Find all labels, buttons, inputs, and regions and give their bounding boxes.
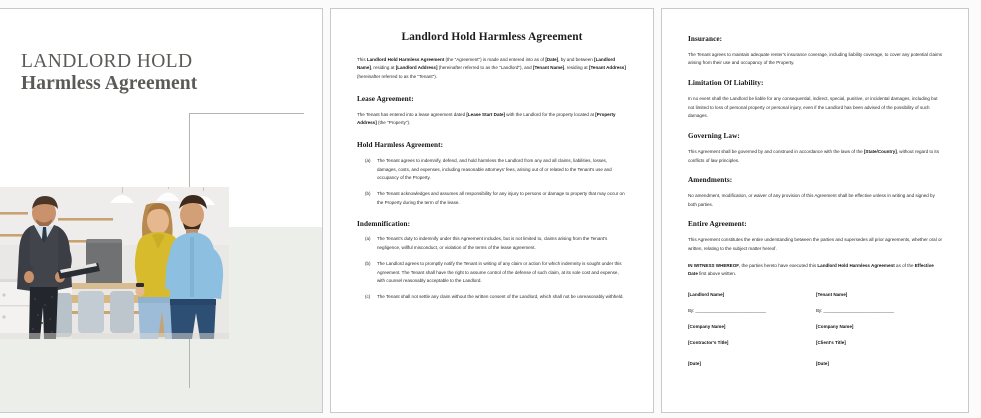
cover-title-line-1: LANDLORD HOLD (21, 51, 193, 72)
list-marker: (a) (365, 157, 371, 163)
document-page-1-cover[interactable] (0, 8, 323, 413)
list-marker: (b) (365, 260, 371, 266)
landlord-signature-line[interactable]: By: _____________________________ (688, 308, 766, 314)
indemnification-list (357, 235, 627, 302)
entire-agreement-body: This Agreement constitutes the entire understanding between the parties and supersedes all prior agreements, whether oral or written, relating to the subject matter hereof. (688, 237, 943, 251)
heading-insurance: Insurance: (688, 35, 723, 43)
signature-column-tenant (816, 290, 944, 374)
list-item-text: The Tenant's duty to indemnify under this Agreement includes, but is not limited to, claims arising from the Tenant's negligence, willful misconduct, or violation of the terms of the lease agreement. (377, 236, 608, 251)
list-marker: (b) (365, 191, 371, 197)
heading-amendments: Amendments: (688, 176, 733, 185)
signature-column-landlord (688, 290, 816, 374)
list-item-text: The Tenant agrees to indemnify, defend, and hold harmless the Landlord from any and all claims, liabilities, losses, damages, costs, and expenses, including reasonable attorneys' fees, arising out of or related to the Tenant's use and occupancy of the Property. (377, 157, 612, 181)
tenant-name-field: [Tenant Name] (816, 292, 848, 298)
list-item-text: The Landlord agrees to promptly notify the Tenant in writing of any claim or action for which indemnity is sought under this Agreement. The Tenant shall have the right to assume control of the defense of such claim, at its sole cost and expense, with counsel reasonably acceptable to the Landlord. (377, 260, 622, 284)
document-page-2[interactable] (330, 8, 654, 413)
cover-title-line-2: Harmless Agreement (21, 73, 198, 95)
limitation-of-liability-body: In no event shall the Landlord be liable for any consequential, indirect, special, punitive, or incidental damages, including but not limited to loss of personal property or personal injury, even if the Landlord has been advised of the possibility of such damages. (688, 95, 938, 119)
landlord-name-field: [Landlord Name] (688, 292, 725, 298)
governing-law-body: This Agreement shall be governed by and construed in accordance with the laws of the [State/Country], without regard to its conflicts of law principles. (688, 148, 939, 163)
document-page-3[interactable] (661, 8, 969, 413)
heading-entire-agreement: Entire Agreement: (688, 220, 747, 229)
amendments-body: No amendment, modification, or waiver of any provision of this Agreement shall be effective unless in writing and signed by both parties. (688, 192, 935, 207)
page-2-content (331, 9, 653, 412)
tenant-signature-line[interactable]: By: _____________________________ (816, 308, 894, 314)
heading-limitation-of-liability: Limitation Of Liability: (688, 79, 764, 88)
page-title: Landlord Hold Harmless Agreement (401, 31, 583, 43)
list-item (357, 157, 627, 183)
intro-text: This Landlord Hold Harmless Agreement (the "Agreement") is made and entered into as of [Date], by and between [Landlord Name], residing at [Landlord Address] (hereinafter referred to as the "Landlord"), and [Tenant Name], residing at [Tenant Address] (hereinafter referred to as the "Tenant"). (357, 56, 626, 80)
cover-photo-illustration (0, 187, 229, 339)
landlord-company-field: [Company Name] (688, 324, 726, 330)
heading-indemnification: Indemnification: (357, 219, 411, 228)
heading-governing-law: Governing Law: (688, 132, 740, 141)
insurance-body: The Tenant agrees to maintain adequate renter's insurance coverage, including liability coverage, to cover any potential claims arising from their use and occupancy of the Property. (688, 51, 943, 66)
heading-hold-harmless-agreement: Hold Harmless Agreement: (357, 141, 444, 150)
tenant-company-field: [Company Name] (816, 324, 854, 330)
cover-title (21, 51, 271, 94)
landlord-date-field: [Date] (688, 360, 701, 366)
list-item (357, 293, 627, 302)
landlord-title-field: [Contractor's Title] (688, 340, 729, 346)
tenant-date-field: [Date] (816, 360, 829, 366)
list-item-text: The Tenant shall not settle any claim without the written consent of the Landlord, which shall not be unreasonably withheld. (377, 294, 624, 300)
lease-agreement-body: The Tenant has entered into a lease agreement dated [Lease Start Date] with the Landlord for the property located at [Property Address] (the "Property"). (357, 111, 616, 126)
witness-clause: IN WITNESS WHEREOF, the parties hereto have executed this Landlord Hold Harmless Agreement as of the Effective Date first above written. (688, 262, 934, 277)
list-marker: (a) (365, 236, 371, 242)
list-item-text: The Tenant acknowledges and assumes all responsibility for any injury to persons or damage to property that may occur on the Property during the term of the lease. (377, 191, 625, 205)
list-item (357, 260, 627, 286)
cover-photo (0, 187, 229, 339)
heading-lease-agreement: Lease Agreement: (357, 94, 414, 103)
page-3-content (662, 9, 968, 412)
intro-paragraph (357, 56, 627, 82)
list-item (357, 190, 627, 208)
list-marker: (c) (365, 294, 371, 300)
list-item (357, 235, 627, 253)
signature-block (688, 290, 944, 374)
tenant-title-field: [Client's Title] (816, 340, 846, 346)
hold-harmless-list (357, 157, 627, 208)
